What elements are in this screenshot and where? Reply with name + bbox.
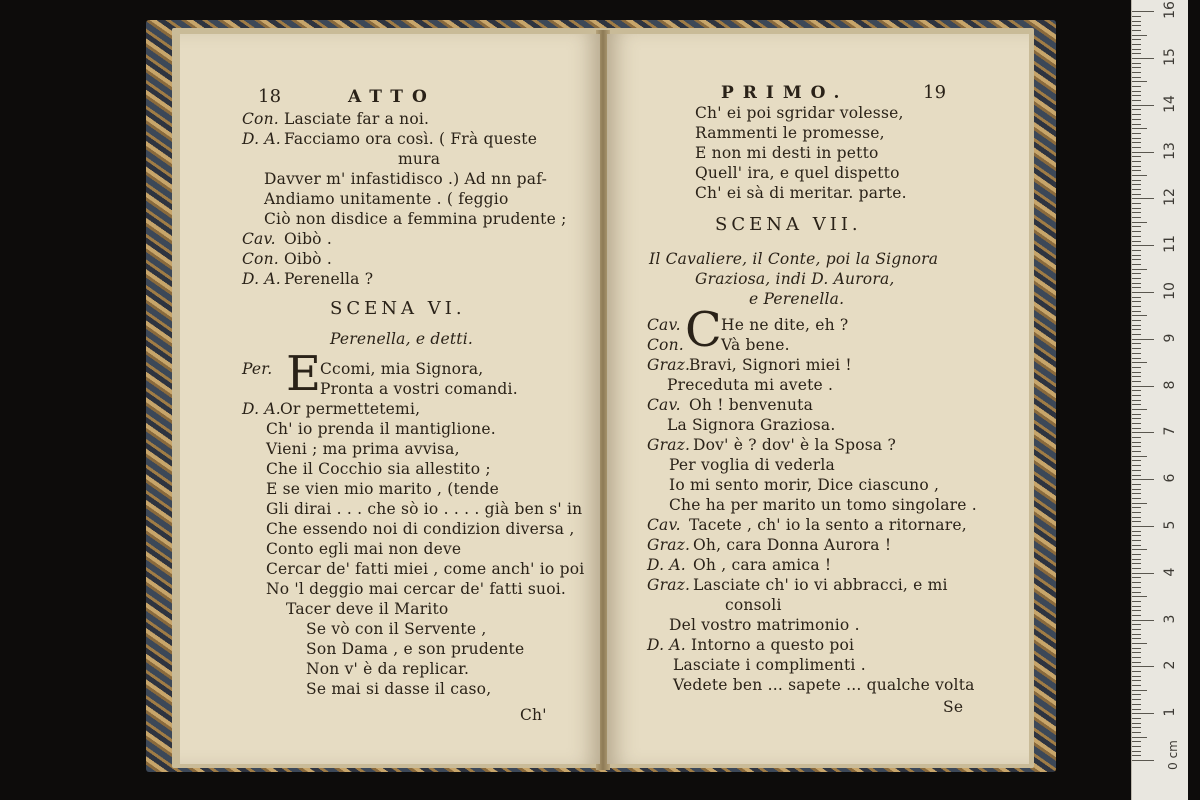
ruler-tick [1132, 545, 1141, 546]
ruler-tick [1132, 320, 1141, 321]
drop-cap: E [286, 346, 322, 402]
speaker: Cav. [647, 396, 681, 414]
text-line: Se vò con il Servente , [306, 620, 487, 638]
ruler-tick [1132, 203, 1141, 204]
text-line: Cercar de' fatti miei , come anch' io poi [266, 560, 585, 578]
speaker: Graz. [647, 356, 691, 374]
scene-cast-line: Graziosa, indi D. Aurora, [695, 270, 895, 288]
ruler-tick [1132, 690, 1147, 691]
ruler-tick [1132, 620, 1154, 621]
ruler-tick [1132, 49, 1141, 50]
text-line: Preceduta mi avete . [667, 376, 834, 394]
scene-cast-line: e Perenella. [749, 290, 845, 308]
ruler-tick [1132, 535, 1141, 536]
ruler-label: 15 [1162, 48, 1178, 66]
ruler-tick [1132, 470, 1141, 471]
running-header: ATTO [348, 87, 436, 107]
ruler-tick [1132, 418, 1141, 419]
ruler-tick [1132, 170, 1141, 171]
ruler-label: 2 [1162, 660, 1178, 670]
ruler-tick [1132, 339, 1154, 340]
text-line: Son Dama , e son prudente [306, 640, 525, 658]
ruler-tick [1132, 166, 1141, 167]
ruler-tick [1132, 732, 1141, 733]
ruler-tick [1132, 35, 1147, 36]
ruler-label: 5 [1162, 520, 1178, 530]
ruler-tick [1132, 517, 1141, 518]
ruler-label: 10 [1162, 282, 1178, 300]
ruler-tick [1132, 671, 1141, 672]
ruler-tick [1132, 451, 1141, 452]
ruler-tick [1132, 592, 1141, 593]
text-line: Non v' è da replicar. [306, 660, 470, 678]
ruler-tick [1132, 105, 1154, 106]
ruler-tick [1132, 217, 1141, 218]
ruler-tick [1132, 568, 1141, 569]
ruler-tick [1132, 746, 1141, 747]
ruler-tick [1132, 634, 1141, 635]
text-line: Che il Cocchio sia allestito ; [266, 460, 491, 478]
page-number: 18 [258, 86, 282, 107]
ruler-tick [1132, 25, 1141, 26]
ruler-tick [1132, 231, 1141, 232]
speaker: Graz. [647, 576, 691, 594]
scene-cast: Perenella, e detti. [330, 330, 473, 348]
ruler-tick [1132, 577, 1141, 578]
ruler-tick [1132, 184, 1141, 185]
ruler-tick [1132, 713, 1154, 714]
ruler-tick [1132, 264, 1141, 265]
ruler-tick [1132, 124, 1141, 125]
ruler-tick [1132, 475, 1141, 476]
ruler-tick [1132, 95, 1141, 96]
ruler-tick [1132, 573, 1154, 574]
ruler-tick [1132, 629, 1141, 630]
ruler-tick [1132, 156, 1141, 157]
ruler-tick [1132, 189, 1141, 190]
ruler-tick [1132, 161, 1141, 162]
ruler-label: 11 [1162, 235, 1178, 254]
ruler-tick [1132, 704, 1141, 705]
text-line: Che essendo noi di condizion diversa , [266, 520, 575, 538]
ruler-tick [1132, 372, 1141, 373]
text-line: No 'l deggio mai cercar de' fatti suoi. [266, 580, 567, 598]
ruler-tick [1132, 395, 1141, 396]
text-line: He ne dite, eh ? [721, 316, 849, 334]
ruler-tick [1132, 404, 1141, 405]
ruler-tick [1132, 503, 1147, 504]
ruler-label: 8 [1162, 380, 1178, 390]
ruler-tick [1132, 367, 1141, 368]
speaker: D. A. [242, 270, 281, 288]
speaker: D. A. [647, 636, 686, 654]
ruler-tick [1132, 521, 1141, 522]
ruler-tick [1132, 241, 1141, 242]
ruler-tick [1132, 30, 1141, 31]
ruler-tick [1132, 652, 1141, 653]
speaker: Cav. [242, 230, 276, 248]
ruler-tick [1132, 315, 1147, 316]
ruler-tick [1132, 198, 1154, 199]
ruler-tick [1132, 334, 1141, 335]
ruler-tick [1132, 329, 1141, 330]
ruler-tick [1132, 676, 1141, 677]
ruler-tick [1132, 456, 1147, 457]
ruler-tick [1132, 657, 1141, 658]
ruler-tick [1132, 559, 1141, 560]
speaker: D. A. [242, 130, 281, 148]
ruler-tick [1132, 582, 1141, 583]
text-line: Andiamo unitamente . ( feggio [264, 190, 509, 208]
ruler-tick [1132, 423, 1141, 424]
ruler-tick [1132, 723, 1141, 724]
ruler-tick [1132, 44, 1141, 45]
ruler-label: 6 [1162, 473, 1178, 483]
ruler-tick [1132, 100, 1141, 101]
ruler-tick [1132, 479, 1154, 480]
ruler-tick [1132, 709, 1141, 710]
ruler-tick [1132, 348, 1141, 349]
ruler-tick [1132, 142, 1141, 143]
ruler-tick [1132, 400, 1141, 401]
ruler-tick [1132, 685, 1141, 686]
text-line: Del vostro matrimonio . [669, 616, 860, 634]
ruler-tick [1132, 133, 1141, 134]
ruler-tick [1132, 114, 1141, 115]
text-line: mura [398, 150, 441, 168]
speaker: D. A. [647, 556, 686, 574]
text-line: Per voglia di vederla [669, 456, 835, 474]
text-line: Io mi sento morir, Dice ciascuno , [669, 476, 940, 494]
text-line: Lasciate far a noi. [284, 110, 430, 128]
ruler-tick [1132, 540, 1141, 541]
ruler-tick [1132, 615, 1141, 616]
ruler-tick [1132, 109, 1141, 110]
ruler-label: 7 [1162, 426, 1178, 436]
ruler-tick [1132, 751, 1141, 752]
ruler-tick [1132, 432, 1154, 433]
ruler-tick [1132, 259, 1141, 260]
ruler-tick [1132, 484, 1141, 485]
text-line: Rammenti le promesse, [695, 124, 885, 142]
ruler-tick [1132, 386, 1154, 387]
speaker: Cav. [647, 316, 681, 334]
ruler-tick [1132, 638, 1141, 639]
ruler-tick [1132, 128, 1147, 129]
text-line: Quell' ira, e quel dispetto [695, 164, 900, 182]
ruler-tick [1132, 175, 1147, 176]
ruler-tick [1132, 283, 1141, 284]
ruler-tick [1132, 442, 1141, 443]
catchword: Se [943, 698, 964, 716]
ruler-tick [1132, 63, 1141, 64]
text-line: Tacer deve il Marito [286, 600, 449, 618]
text-line: Gli dirai . . . che sò io . . . . già ben s' in [266, 500, 583, 518]
ruler-tick [1132, 381, 1141, 382]
text-line: Vieni ; ma prima avvisa, [266, 440, 460, 458]
ruler-unit: 0 cm [1165, 740, 1180, 770]
ruler-tick [1132, 222, 1147, 223]
ruler-label: 12 [1162, 188, 1178, 207]
scene-cast-line: Il Cavaliere, il Conte, poi la Signora [649, 250, 939, 268]
ruler-tick [1132, 152, 1154, 153]
ruler-tick [1132, 39, 1141, 40]
ruler-tick [1132, 414, 1141, 415]
scene-title: SCENA VII. [715, 214, 862, 235]
ruler-tick [1132, 11, 1154, 12]
ruler-tick [1132, 727, 1141, 728]
catchword: Ch' [520, 706, 547, 724]
text-line: Oibò . [284, 230, 332, 248]
ruler-tick [1132, 563, 1141, 564]
ruler-tick [1132, 680, 1141, 681]
speaker: Per. [242, 360, 273, 378]
text-line: Dov' è ? dov' è la Sposa ? [693, 436, 896, 454]
ruler-tick [1132, 138, 1141, 139]
text-line: Và bene. [721, 336, 790, 354]
running-header: PRIMO. [721, 83, 849, 103]
ruler-tick [1132, 250, 1141, 251]
ruler-tick [1132, 507, 1141, 508]
text-line: Oh ! benvenuta [689, 396, 814, 414]
ruler-tick [1132, 67, 1141, 68]
ruler-tick [1132, 601, 1141, 602]
ruler-tick [1132, 446, 1141, 447]
speaker: Con. [242, 110, 279, 128]
ruler-tick [1132, 180, 1141, 181]
ruler-tick [1132, 460, 1141, 461]
ruler-tick [1132, 493, 1141, 494]
text-line: Oh, cara Donna Aurora ! [693, 536, 892, 554]
ruler-tick [1132, 77, 1141, 78]
ruler-tick [1132, 245, 1154, 246]
ruler-tick [1132, 58, 1154, 59]
ruler-tick [1132, 526, 1154, 527]
ruler-tick [1132, 72, 1141, 73]
ruler-tick [1132, 489, 1141, 490]
ruler-tick [1132, 606, 1141, 607]
speaker: Cav. [647, 516, 681, 534]
speaker: D. A. [242, 400, 281, 418]
ruler-label: 4 [1162, 567, 1178, 577]
ruler-tick [1132, 353, 1141, 354]
ruler-tick [1132, 81, 1147, 82]
ruler-tick [1132, 292, 1154, 293]
left-page [180, 34, 600, 764]
ruler-tick [1132, 53, 1141, 54]
text-line: Se mai si dasse il caso, [306, 680, 492, 698]
drop-cap: C [685, 302, 722, 358]
ruler-tick [1132, 278, 1141, 279]
text-line: Intorno a questo poi [691, 636, 855, 654]
measurement-ruler [1131, 0, 1188, 800]
ruler-tick [1132, 587, 1141, 588]
text-line: Ciò non disdice a femmina prudente ; [264, 210, 567, 228]
text-line: Oibò . [284, 250, 332, 268]
ruler-tick [1132, 255, 1141, 256]
ruler-tick [1132, 311, 1141, 312]
ruler-label: 13 [1162, 141, 1178, 160]
ruler-tick [1132, 212, 1141, 213]
text-line: Davver m' infastidisco .) Ad nn paf- [264, 170, 548, 188]
text-line: Ch' ei sà di meritar. parte. [695, 184, 907, 202]
ruler-tick [1132, 208, 1141, 209]
text-line: Oh , cara amica ! [693, 556, 832, 574]
ruler-tick [1132, 297, 1141, 298]
text-line: Che ha per marito un tomo singolare . [669, 496, 977, 514]
ruler-label: 14 [1162, 94, 1178, 113]
ruler-tick [1132, 119, 1141, 120]
text-line: Perenella ? [284, 270, 374, 288]
ruler-tick [1132, 699, 1141, 700]
ruler-tick [1132, 269, 1147, 270]
ruler-tick [1132, 362, 1147, 363]
ruler-tick [1132, 610, 1141, 611]
ruler-tick [1132, 390, 1141, 391]
ruler-tick [1132, 194, 1141, 195]
ruler-tick [1132, 648, 1141, 649]
ruler-tick [1132, 437, 1141, 438]
ruler-tick [1132, 596, 1147, 597]
ruler-label: 1 [1162, 707, 1178, 717]
speaker: Graz. [647, 536, 691, 554]
ruler-tick [1132, 760, 1154, 761]
ruler-tick [1132, 741, 1141, 742]
speaker: Con. [647, 336, 684, 354]
ruler-tick [1132, 694, 1141, 695]
ruler-tick [1132, 643, 1147, 644]
text-line: Ccomi, mia Signora, [320, 360, 484, 378]
ruler-tick [1132, 287, 1141, 288]
ruler-tick [1132, 358, 1141, 359]
ruler-tick [1132, 531, 1141, 532]
ruler-tick [1132, 755, 1141, 756]
ruler-tick [1132, 16, 1141, 17]
text-line: Tacete , ch' io la sento a ritornare, [689, 516, 967, 534]
ruler-tick [1132, 21, 1141, 22]
text-line: Conto egli mai non deve [266, 540, 462, 558]
text-line: Facciamo ora così. ( Frà queste [284, 130, 538, 148]
ruler-tick [1132, 91, 1141, 92]
ruler-tick [1132, 273, 1141, 274]
ruler-tick [1132, 86, 1141, 87]
ruler-tick [1132, 465, 1141, 466]
text-line: Bravi, Signori miei ! [689, 356, 852, 374]
ruler-label: 9 [1162, 333, 1178, 343]
ruler-tick [1132, 718, 1141, 719]
ruler-tick [1132, 343, 1141, 344]
ruler-tick [1132, 325, 1141, 326]
ruler-tick [1132, 662, 1141, 663]
ruler-tick [1132, 236, 1141, 237]
ruler-tick [1132, 428, 1141, 429]
text-line: Vedete ben ... sapete ... qualche volta [673, 676, 975, 694]
ruler-tick [1132, 554, 1141, 555]
text-line: Ch' ei poi sgridar volesse, [695, 104, 904, 122]
text-line: Lasciate ch' io vi abbracci, e mi [693, 576, 948, 594]
ruler-tick [1132, 624, 1141, 625]
text-line: Or permettetemi, [280, 400, 421, 418]
speaker: Graz. [647, 436, 691, 454]
ruler-tick [1132, 409, 1147, 410]
text-line: consoli [725, 596, 782, 614]
ruler-tick [1132, 306, 1141, 307]
page-number: 19 [923, 82, 947, 103]
scene-title: SCENA VI. [330, 298, 466, 319]
ruler-tick [1132, 737, 1147, 738]
text-line: E non mi desti in petto [695, 144, 879, 162]
ruler-label: 16 [1162, 1, 1178, 20]
text-line: Lasciate i complimenti . [673, 656, 866, 674]
text-line: Ch' io prenda il mantiglione. [266, 420, 496, 438]
ruler-tick [1132, 666, 1154, 667]
text-line: La Signora Graziosa. [667, 416, 836, 434]
ruler-tick [1132, 301, 1141, 302]
text-line: E se vien mio marito , (tende [266, 480, 499, 498]
ruler-tick [1132, 226, 1141, 227]
text-line: Pronta a vostri comandi. [320, 380, 518, 398]
ruler-tick [1132, 147, 1141, 148]
ruler-label: 3 [1162, 614, 1178, 624]
right-page [607, 34, 1029, 764]
ruler-tick [1132, 512, 1141, 513]
ruler-tick [1132, 376, 1141, 377]
ruler-tick [1132, 549, 1147, 550]
ruler-tick [1132, 498, 1141, 499]
speaker: Con. [242, 250, 279, 268]
